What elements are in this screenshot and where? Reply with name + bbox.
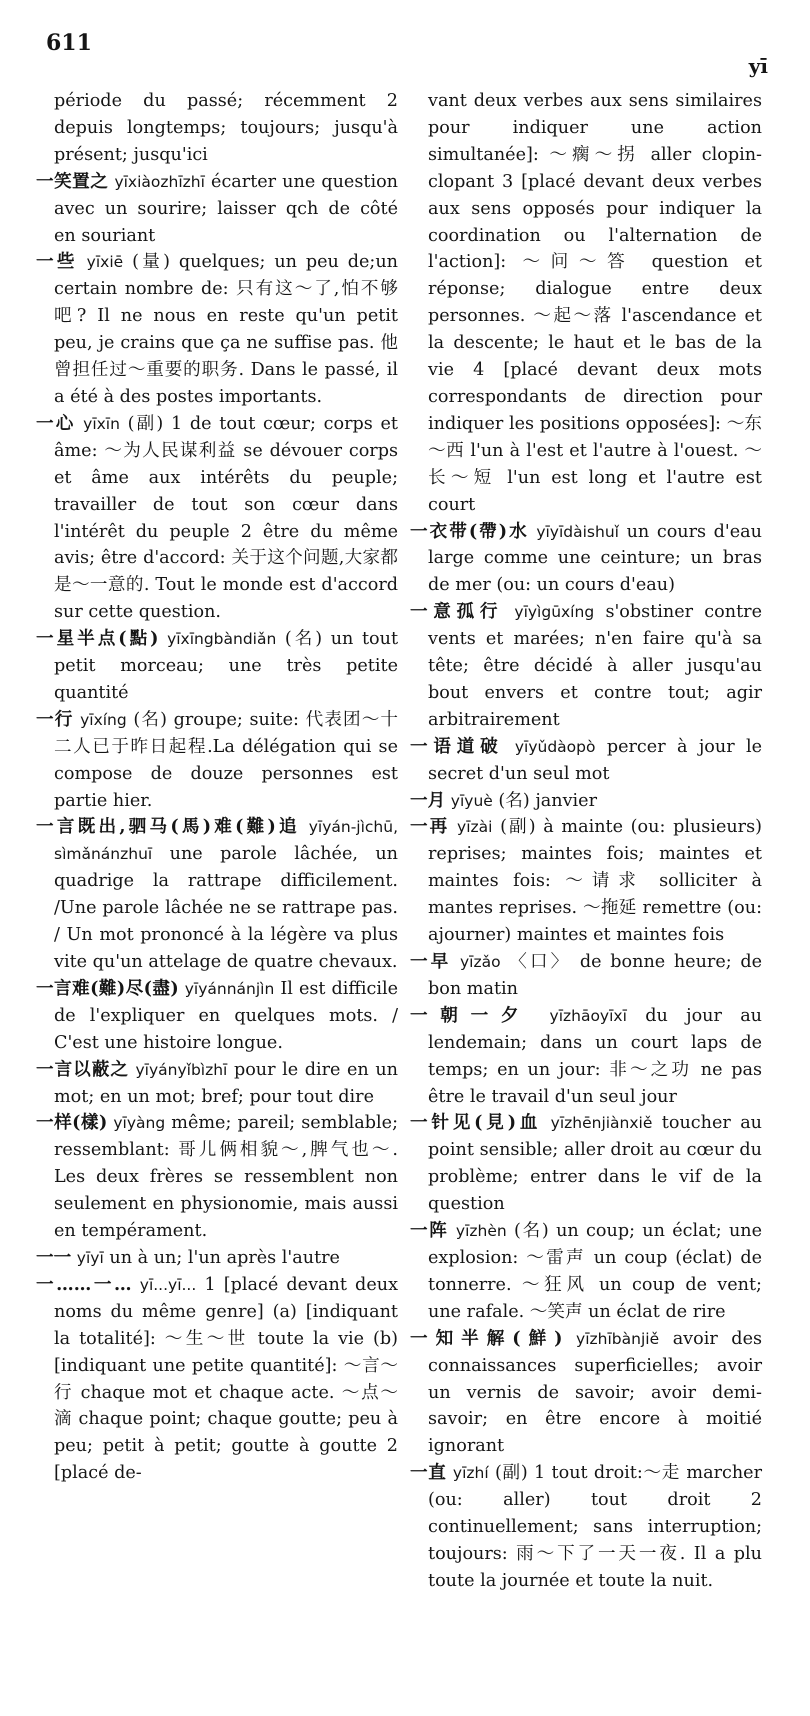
definition: (副) à mainte (ou: plusieurs) reprises; maintes fois; maintes et maintes fois: ～请求 solliciter à mantes reprises. ～拖延 remettre (ou: ajourner) maintes et maintes fois <box>428 817 762 946</box>
dictionary-entry <box>410 788 762 815</box>
headword: 一直 <box>410 1462 447 1484</box>
dictionary-entry <box>36 1245 398 1272</box>
definition: pour le dire en un mot; en un mot; bref; pour tout dire <box>54 1059 398 1107</box>
dictionary-entry <box>36 1110 398 1245</box>
headword: 一一 <box>36 1246 72 1268</box>
dictionary-entry <box>410 599 762 734</box>
definition: Il est difficile de l'expliquer en quelques mots. / C'est une histoire longue. <box>54 978 399 1053</box>
pinyin: yīyī <box>76 1248 104 1267</box>
headword: 一言难(難)尽(盡) <box>36 977 179 999</box>
pinyin: yīzhāoyīxī <box>549 1006 627 1025</box>
dictionary-entry <box>36 1272 398 1487</box>
definition: (名) groupe; suite: 代表团～十二人已于昨日起程.La délégation qui se compose de douze personnes est partie hier. <box>54 709 398 811</box>
definition: (副) 1 de tout cœur; corps et âme: ～为人民谋利益 se dévouer corps et âme aux intérêts du peuple; travailler de tout son cœur dans l'intérêt du peuple 2 être du même avis; être d'accord: 关于这个问题,大家都是～一意的. Tout le monde est d'accord sur cette question. <box>54 413 398 623</box>
definition: 〈口〉 de bonne heure; de bon matin <box>428 952 763 999</box>
headword: 一朝一夕 <box>410 1004 532 1026</box>
dictionary-entry <box>410 1110 762 1218</box>
headword: 一语道破 <box>410 735 504 757</box>
headword: 一星半点(點) <box>36 628 159 650</box>
pinyin: yīxiē <box>86 253 124 272</box>
dictionary-entry <box>36 707 398 815</box>
headword: 一知半解(鮮) <box>410 1327 563 1349</box>
headword: 一衣带(帶)水 <box>410 520 529 542</box>
dictionary-entry <box>410 1218 762 1326</box>
pinyin: yīyìgūxíng <box>514 603 595 622</box>
pinyin: yīxīn <box>83 414 120 433</box>
pinyin: yīzài <box>457 818 493 837</box>
definition: toucher au point sensible; aller droit au cœur du problème; entrer dans le vif de la question <box>428 1113 763 1215</box>
definition: (副) 1 tout droit:～走 marcher (ou: aller) tout droit 2 continuellement; sans interruption; toujours: 雨～下了一天一夜. Il a plu toute la journée et toute la nuit. <box>428 1463 762 1591</box>
headword: 一心 <box>36 412 76 434</box>
definition: 1 [placé devant deux noms du même genre] (a) [indiquant la totalité]: ～生～世 toute la vie (b) [indiquant une petite quantité]: ～言～行 chaque mot et chaque acte. ～点～滴 chaque point; chaque goutte; peu à peu; petit à petit; goutte à goutte 2 [placé de- <box>54 1274 398 1484</box>
dictionary-entry <box>36 411 398 626</box>
definition: même; pareil; semblable; ressemblant: 哥儿俩相貌～,脾气也～. Les deux frères se ressemblent non seulement en physionomie, mais aussi en tempérament. <box>54 1113 398 1242</box>
page-number: 611 <box>46 30 92 56</box>
running-head: yī <box>748 54 768 78</box>
right-column <box>410 88 762 1595</box>
dictionary-entry <box>36 976 398 1057</box>
dictionary-entry <box>36 626 398 707</box>
definition: s'obstiner contre vents et marées; n'en faire qu'à sa tête; être décidé à aller jusqu'au bout envers et contre tout; agir arbitrairement <box>428 602 762 730</box>
pinyin: yīyán-jìchū, sìmǎnánzhuī <box>54 818 398 864</box>
dictionary-entry <box>410 814 762 949</box>
dictionary-entry <box>36 814 398 975</box>
dictionary-entry <box>36 169 398 250</box>
entry-continuation: période du passé; récemment 2 depuis longtemps; toujours; jusqu'à présent; jusqu'ici <box>54 91 398 165</box>
pinyin: yīyányǐbìzhī <box>135 1060 228 1079</box>
definition: un cours d'eau large comme une ceinture; un bras de mer (ou: un cours d'eau) <box>428 521 762 596</box>
definition: du jour au lendemain; dans un court laps de temps; en un jour: 非～之功 ne pas être le travail d'un seul jour <box>428 1005 763 1107</box>
pinyin: yīyǔdàopò <box>514 737 596 756</box>
definition: (名) un coup; un éclat; une explosion: ～雷声 un coup (éclat) de tonnerre. ～狂风 un coup de vent; une rafale. ～笑声 un éclat de rire <box>428 1221 763 1322</box>
definition: (名) janvier <box>498 790 597 811</box>
definition: une parole lâchée, un quadrige la rattrape difficilement. /Une parole lâchée ne se rattrape pas. / Un mot prononcé à la légère va plus vite qu'un attelage de quatre chevaux. <box>54 844 399 972</box>
headword: 一阵 <box>410 1220 449 1242</box>
definition: (名) un tout petit morceau; une très petite quantité <box>54 629 399 703</box>
headword: 一笑置之 <box>36 170 109 192</box>
left-column <box>36 88 398 1487</box>
headword: 一样(樣) <box>36 1112 108 1134</box>
dictionary-entry <box>410 1326 762 1461</box>
headword: 一行 <box>36 708 74 730</box>
definition: un à un; l'un après l'autre <box>109 1247 340 1268</box>
headword: 一意孤行 <box>410 601 504 623</box>
headword: 一些 <box>36 251 78 273</box>
pinyin: yīzhēnjiànxiě <box>550 1114 653 1133</box>
definition: avoir des connaissances superficielles; avoir un vernis de savoir; avoir demi-savoir; en être encore à moitié ignorant <box>428 1328 763 1457</box>
pinyin: yīyàng <box>113 1114 166 1133</box>
pinyin: yīxíng <box>80 710 127 729</box>
pinyin: yīzǎo <box>460 953 501 971</box>
pinyin: yī...yī... <box>139 1275 197 1294</box>
pinyin: yīxīngbàndiǎn <box>167 630 277 649</box>
dictionary-entry <box>410 1003 762 1111</box>
dictionary-entry <box>410 734 762 788</box>
definition: écarter une question avec un sourire; laisser qch de côté en souriant <box>54 171 398 246</box>
pinyin: yīyīdàishuǐ <box>536 522 619 541</box>
definition: (量) quelques; un peu de;un certain nombre de: 只有这～了,怕不够吧? Il ne nous en reste qu'un petit peu, je crains que ça ne suffise pas. 他曾担任过～重要的职务. Dans le passé, il a été à des postes importants. <box>54 252 399 407</box>
dictionary-entry <box>410 519 762 600</box>
headword: 一再 <box>410 816 450 838</box>
dictionary-entry <box>36 249 398 410</box>
dictionary-entry <box>410 1460 762 1595</box>
pinyin: yīzhí <box>452 1464 489 1483</box>
headword: 一言既出,驷马(馬)难(難)追 <box>36 816 300 838</box>
pinyin: yīyánnánjìn <box>184 979 275 998</box>
dictionary-entry <box>36 1057 398 1111</box>
dictionary-entry <box>410 949 762 1003</box>
entry-continuation: vant deux verbes aux sens similaires pour indiquer une action simultanée]: ～瘸～拐 aller clopin-clopant 3 [placé devant deux verbes aux sens opposés pour indiquer la coordination ou l'alternation de l'action]: ～问～答 question et réponse; dialogue entre deux personnes. ～起～落 l'ascendance et la descente; le haut et le bas de la vie 4 [placé devant deux mots correspondants de direction pour indiquer les positions opposées]: ～东～西 l'un à l'est et l'autre à l'ouest. ～长～短 l'un est long et l'autre est court <box>428 91 762 515</box>
headword: 一月 <box>410 789 446 811</box>
pinyin: yīzhèn <box>455 1222 507 1241</box>
pinyin: yīyuè <box>450 791 493 810</box>
definition: percer à jour le secret d'un seul mot <box>428 736 763 784</box>
headword: 一……一… <box>36 1273 132 1295</box>
headword: 一言以蔽之 <box>36 1058 129 1080</box>
pinyin: yīxiàozhīzhī <box>114 172 205 191</box>
headword: 一针见(見)血 <box>410 1112 542 1134</box>
headword: 一早 <box>410 951 452 972</box>
pinyin: yīzhībànjiě <box>576 1329 660 1348</box>
